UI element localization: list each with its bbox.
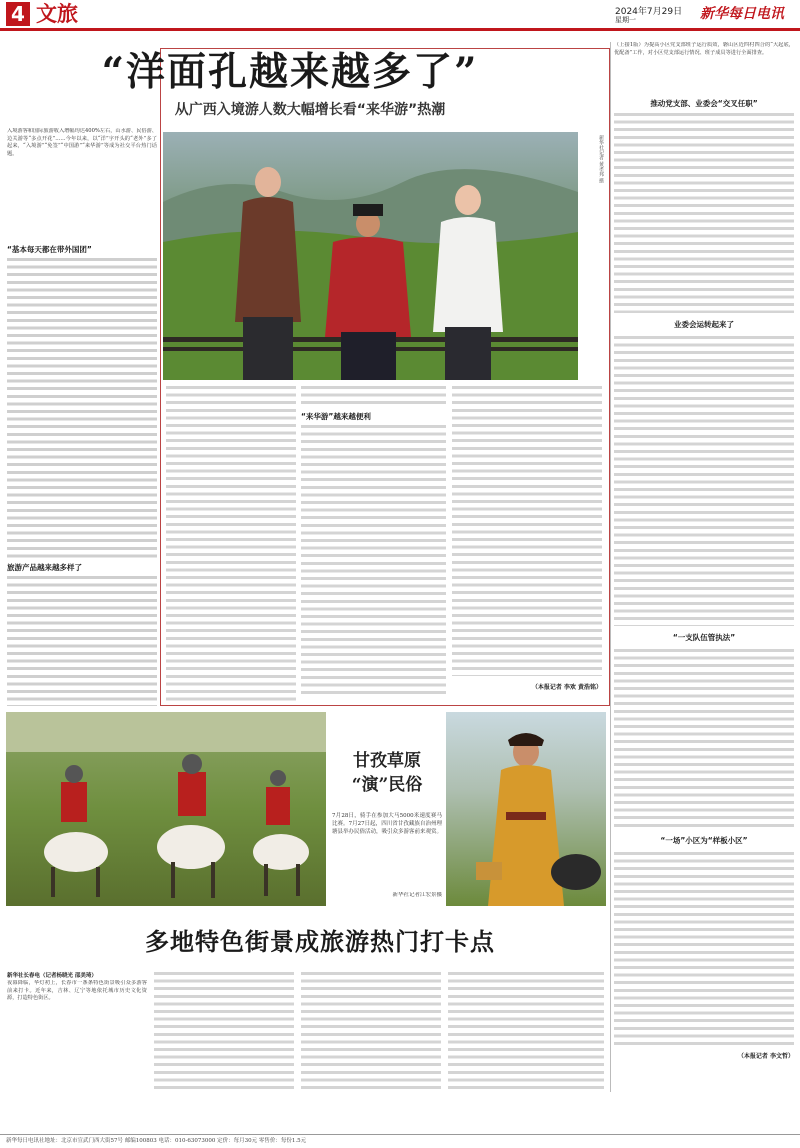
bottom-column-4 [448,972,604,1090]
lead-column-4 [452,386,602,702]
bottom-intro-text: 夜幕降临，华灯初上，长春市一条条特色街景吸引众多游客前来打卡。近年来，吉林、辽宁等地依托城市历史文化资源，打造特色街区。 [7,980,147,1002]
right-article [614,42,794,1092]
lead-photo-tourists [163,132,578,380]
horse-race-photo [6,712,326,906]
lead-photo-caption [580,135,604,375]
right-column-divider [610,42,611,1092]
header-date: 2024年7月29日 [615,7,683,17]
right-subhead-3: “一支队伍管执法” [672,633,736,642]
lead-column-1 [7,128,157,704]
header-weekday: 星期一 [615,16,636,24]
lead-subtitle: 从广西入境游人数大幅增长看“来华游”热潮 [174,102,446,118]
page-number: 4 [6,2,30,26]
lead-title: “洋面孔越来越多了” [101,49,479,95]
lead-body-filler-2 [7,576,157,706]
bottom-title: 多地特色街景成旅游热门打卡点 [145,928,495,956]
ganzi-title-1: 甘孜草原 [353,751,421,771]
horse-race-illustration [6,712,326,906]
lead-subhead-2: “来华游”越来越便利 [301,412,371,421]
footer-rule [0,1134,800,1135]
ganzi-title-2: “演”民俗 [351,775,423,795]
ganzi-caption: 7月28日，骑手在参加大马5000米速度赛马比赛。7月27日起，四川省甘孜藏族自治州理塘县举办民俗活动，吸引众多游客前来观赏。 [332,813,442,835]
lead-photo-illustration [163,132,578,380]
right-subhead-2: 业委会运转起来了 [674,320,734,329]
lead-column-2 [166,386,296,702]
right-byline: （本报记者 李文哲） [737,1053,794,1060]
section-title: 文旅 [36,2,78,26]
lead-column-3 [301,386,446,702]
lead-subhead-1: “基本每天都在带外国团” [7,245,92,254]
ganzi-credit: 新华社记者江宏景摄 [392,892,442,898]
lead-intro-text: 入境游客和国际旅游收入增幅均达400%左右，山水游、民俗游、边关游等“多点开花”……今年以来，以“洋”字开头的“老外”多了起来，“入境游”“免签”“中国游”“来华游”等成为社交平台热门话题。 [7,128,157,157]
photo-caption-credit: 新华社记者 黄孝邦 摄 [598,135,604,184]
folk-dress-photo [446,712,606,906]
ganzi-text-block [332,712,442,906]
bottom-column-1 [7,972,147,1092]
bottom-column-2 [154,972,294,1090]
right-intro-text: （上接1版）为提高小区党支部班子运行质效，磐山区近四村四合的“大起底，优配备”工作，对小区党支部运行情况、班子成员等进行全面排查。 [614,42,794,56]
lead-byline: （本报记者 李欢 黄浩铭） [531,684,602,691]
right-subhead-1: 推动党支部、业委会“交叉任职” [650,99,758,108]
footer-text: 新华每日电讯社地址：北京市宣武门西大街57号 邮编100803 电话：010-63073000 定价：每月30元 零售价：每份1.5元 [6,1138,307,1144]
lead-subhead-3: 旅游产品越来越多样了 [7,563,82,572]
newspaper-masthead: 新华每日电讯 [700,6,784,22]
folk-dress-illustration [446,712,606,906]
right-subhead-4: “一场”小区为“样板小区” [660,836,748,845]
bottom-column-3 [301,972,441,1090]
bottom-lead-credit: 新华社长春电（记者杨晓光 邵美琦） [7,973,97,979]
lead-body-filler-1 [7,258,157,558]
page-header [0,0,800,31]
